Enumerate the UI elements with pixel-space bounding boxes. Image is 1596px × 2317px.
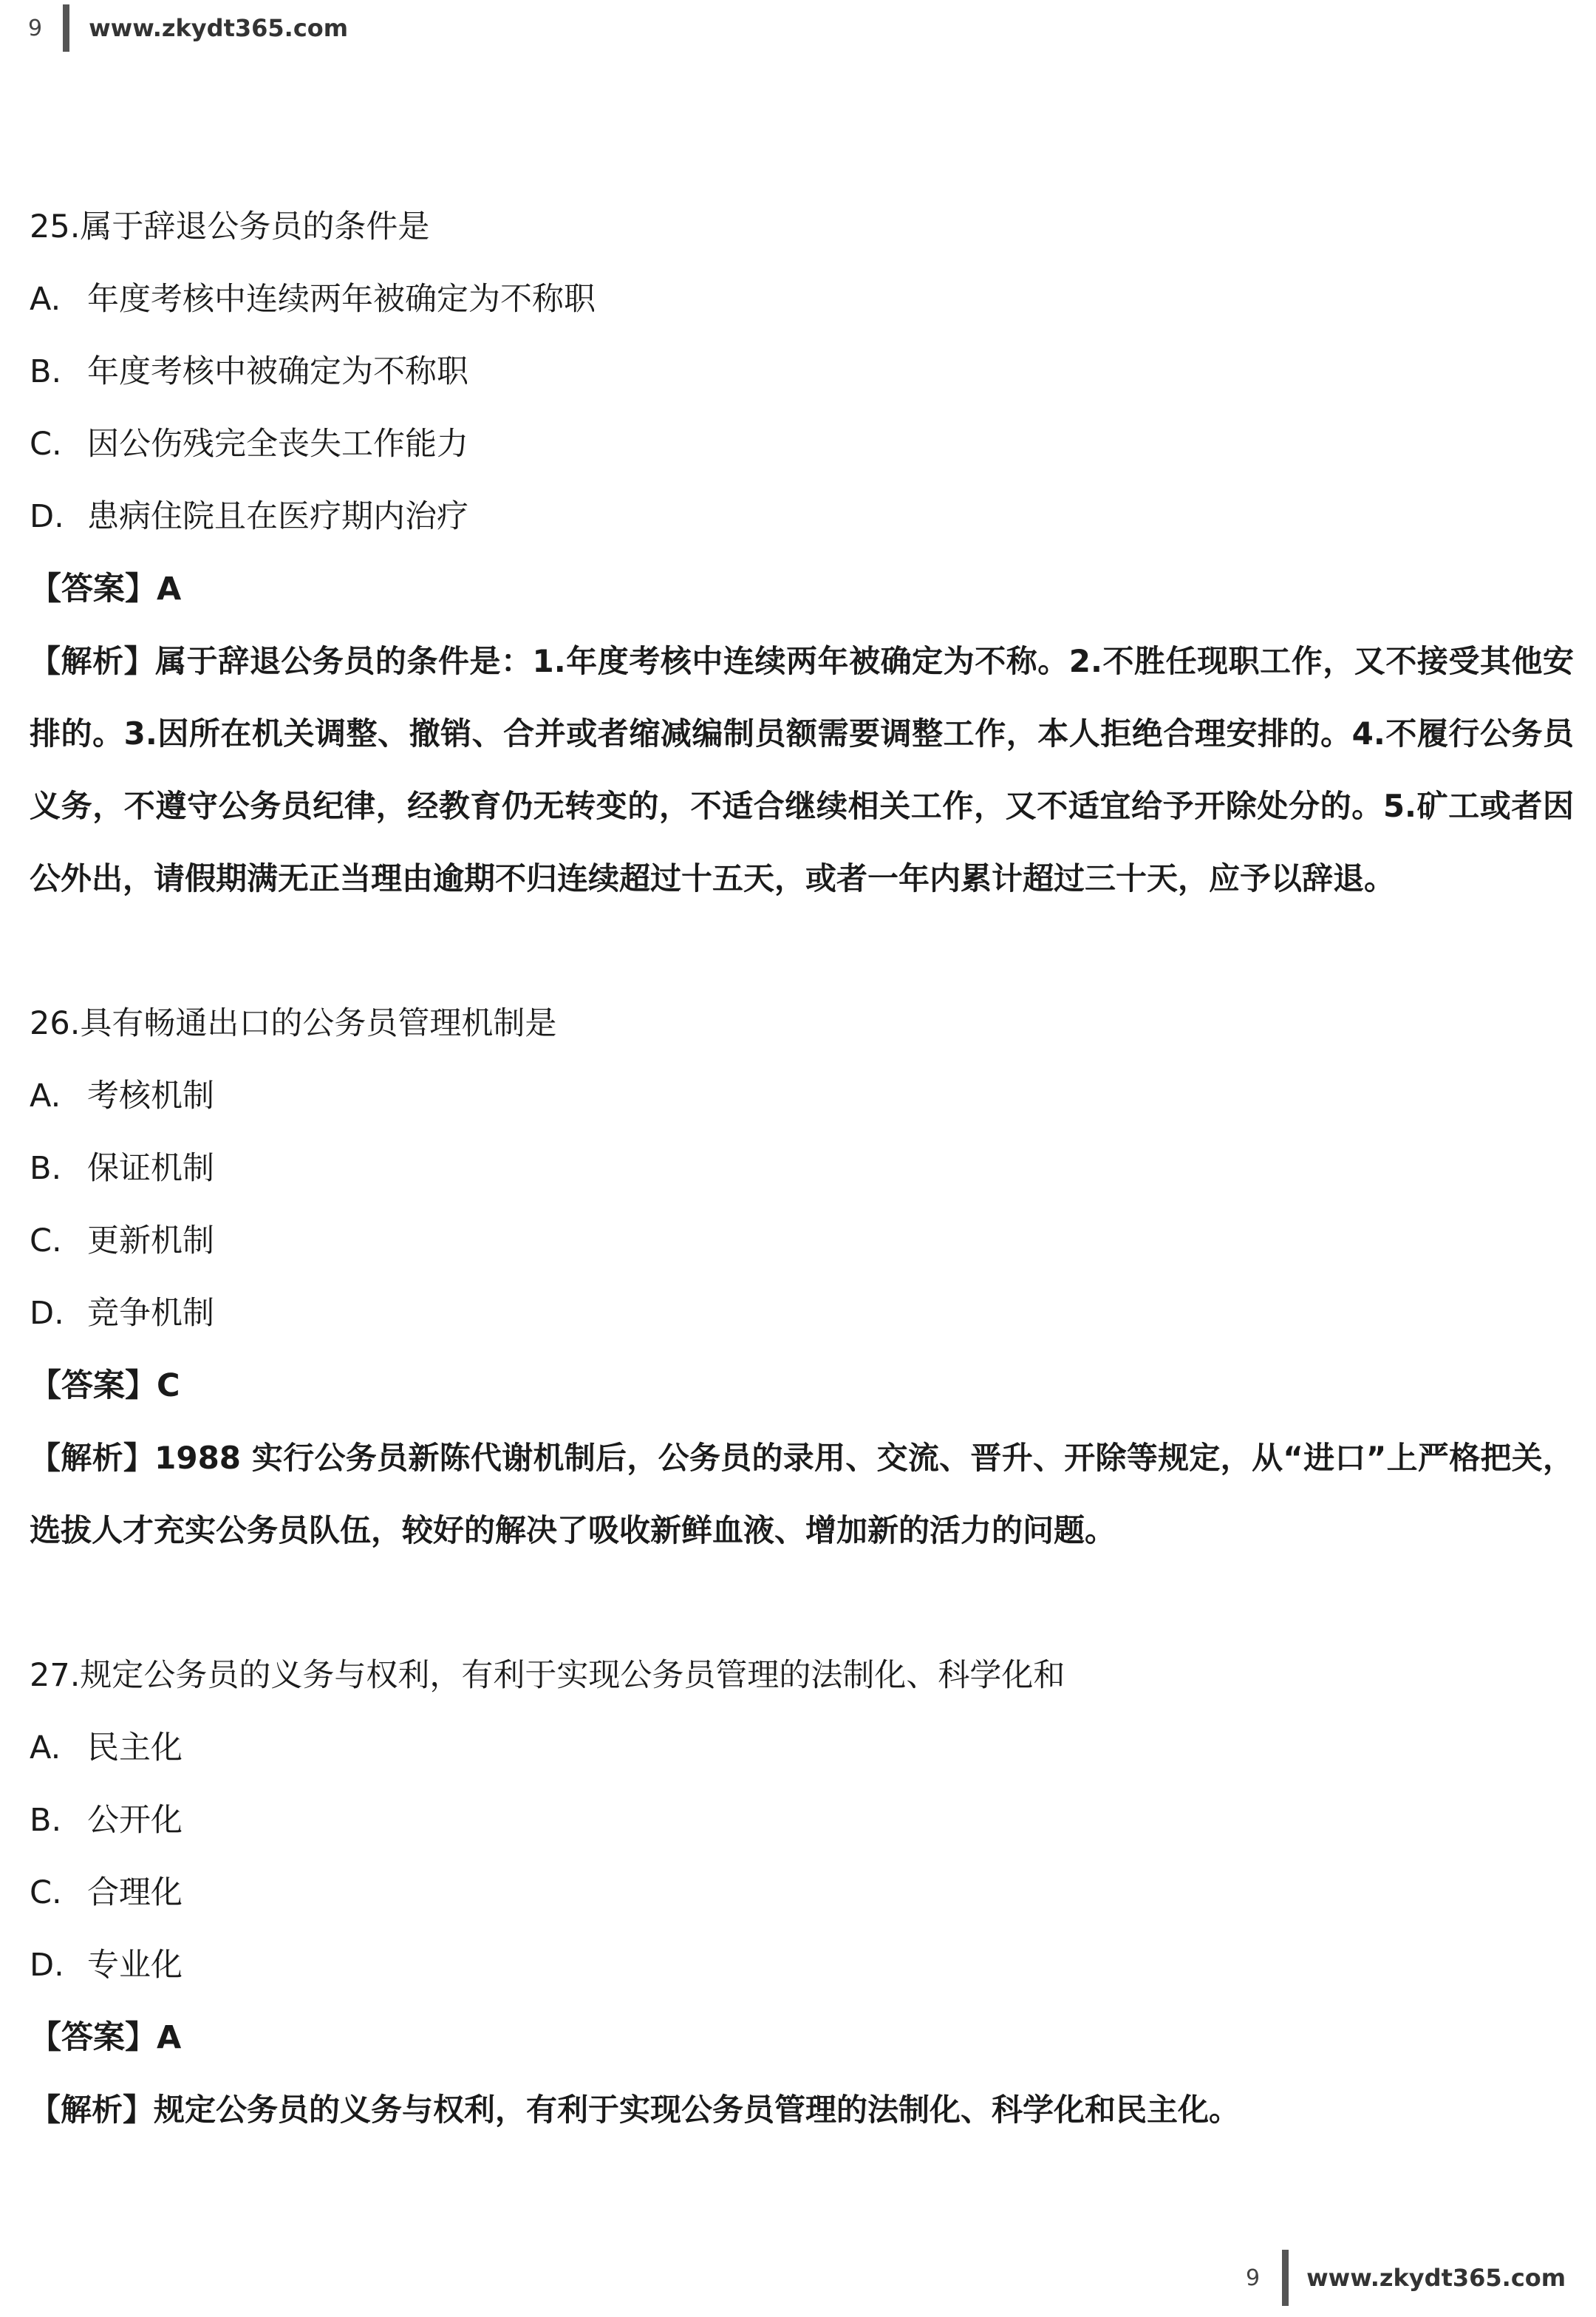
option-label: B. (30, 353, 62, 390)
option-text: 专业化 (87, 1947, 183, 1984)
question-spacer (30, 1567, 1574, 1639)
question-block (30, 1639, 1574, 2146)
option-label: B. (30, 1150, 62, 1187)
header-site-url: www.zkydt365.com (89, 14, 349, 42)
footer-divider (1282, 2250, 1289, 2306)
header-divider (63, 4, 69, 52)
option-d (30, 1929, 1574, 2001)
answer-line: 【答案】A (30, 571, 182, 608)
option-text: 竞争机制 (87, 1295, 214, 1332)
option-b (30, 336, 1574, 408)
page-header (28, 4, 348, 52)
question-number: 26. (30, 1005, 81, 1042)
option-text: 保证机制 (87, 1150, 214, 1187)
question-text: 属于辞退公务员的条件是 (80, 208, 430, 245)
option-label: C. (30, 1874, 62, 1911)
option-d (30, 1277, 1574, 1350)
option-text: 因公伤残完全丧失工作能力 (87, 426, 468, 463)
question-title (30, 191, 1574, 263)
answer-line: 【答案】C (30, 1367, 180, 1404)
option-b (30, 1784, 1574, 1857)
option-c (30, 1205, 1574, 1277)
option-label: B. (30, 1802, 62, 1839)
option-b (30, 1132, 1574, 1205)
question-block (30, 191, 1574, 915)
question-number: 25. (30, 208, 81, 245)
option-label: A. (30, 1078, 61, 1115)
option-label: C. (30, 1222, 62, 1259)
option-text: 年度考核中连续两年被确定为不称职 (87, 281, 596, 318)
option-a (30, 263, 1574, 336)
question-block (30, 987, 1574, 1567)
option-text: 考核机制 (87, 1078, 214, 1115)
option-text: 公开化 (87, 1802, 183, 1839)
question-text: 规定公务员的义务与权利，有利于实现公务员管理的法制化、科学化和 (80, 1657, 1065, 1694)
header-page-number: 9 (28, 15, 43, 41)
explanation-paragraph: 【解析】规定公务员的义务与权利，有利于实现公务员管理的法制化、科学化和民主化。 (30, 2092, 1241, 2128)
option-text: 民主化 (87, 1729, 183, 1766)
option-text: 合理化 (87, 1874, 183, 1911)
option-text: 年度考核中被确定为不称职 (87, 353, 468, 390)
option-label: D. (30, 1295, 64, 1332)
page-footer (1246, 2250, 1566, 2306)
footer-page-number: 9 (1246, 2265, 1261, 2291)
option-a (30, 1060, 1574, 1132)
option-d (30, 480, 1574, 553)
option-label: A. (30, 1729, 61, 1766)
option-label: D. (30, 498, 64, 535)
option-c (30, 1857, 1574, 1929)
option-label: C. (30, 426, 62, 463)
question-text: 具有畅通出口的公务员管理机制是 (80, 1005, 557, 1042)
explanation-paragraph: 【解析】1988 实行公务员新陈代谢机制后，公务员的录用、交流、晋升、开除等规定，从“进口”上严格把关，选拔人才充实公务员队伍，较好的解决了吸收新鲜血液、增加新的活力的问题。 (30, 1440, 1574, 1548)
option-a (30, 1712, 1574, 1784)
answer-line: 【答案】A (30, 2019, 182, 2056)
option-label: A. (30, 281, 61, 318)
explanation-paragraph: 【解析】属于辞退公务员的条件是：1.年度考核中连续两年被确定为不称。2.不胜任现职工作，又不接受其他安排的。3.因所在机关调整、撤销、合并或者缩减编制员额需要调整工作，本人拒绝合理安排的。4.不履行公务员义务，不遵守公务员纪律，经教育仍无转变的，不适合继续相关工作，又不适宜给予开除处分的。5.矿工或者因公外出，请假期满无正当理由逾期不归连续超过十五天，或者一年内累计超过三十天，应予以辞退。 (30, 643, 1574, 896)
option-text: 患病住院且在医疗期内治疗 (87, 498, 468, 535)
question-title (30, 987, 1574, 1060)
option-c (30, 408, 1574, 480)
question-title (30, 1639, 1574, 1712)
question-spacer (30, 915, 1574, 987)
question-number: 27. (30, 1657, 81, 1694)
option-text: 更新机制 (87, 1222, 214, 1259)
document-body (30, 191, 1574, 2146)
footer-site-url: www.zkydt365.com (1306, 2264, 1566, 2292)
option-label: D. (30, 1947, 64, 1984)
